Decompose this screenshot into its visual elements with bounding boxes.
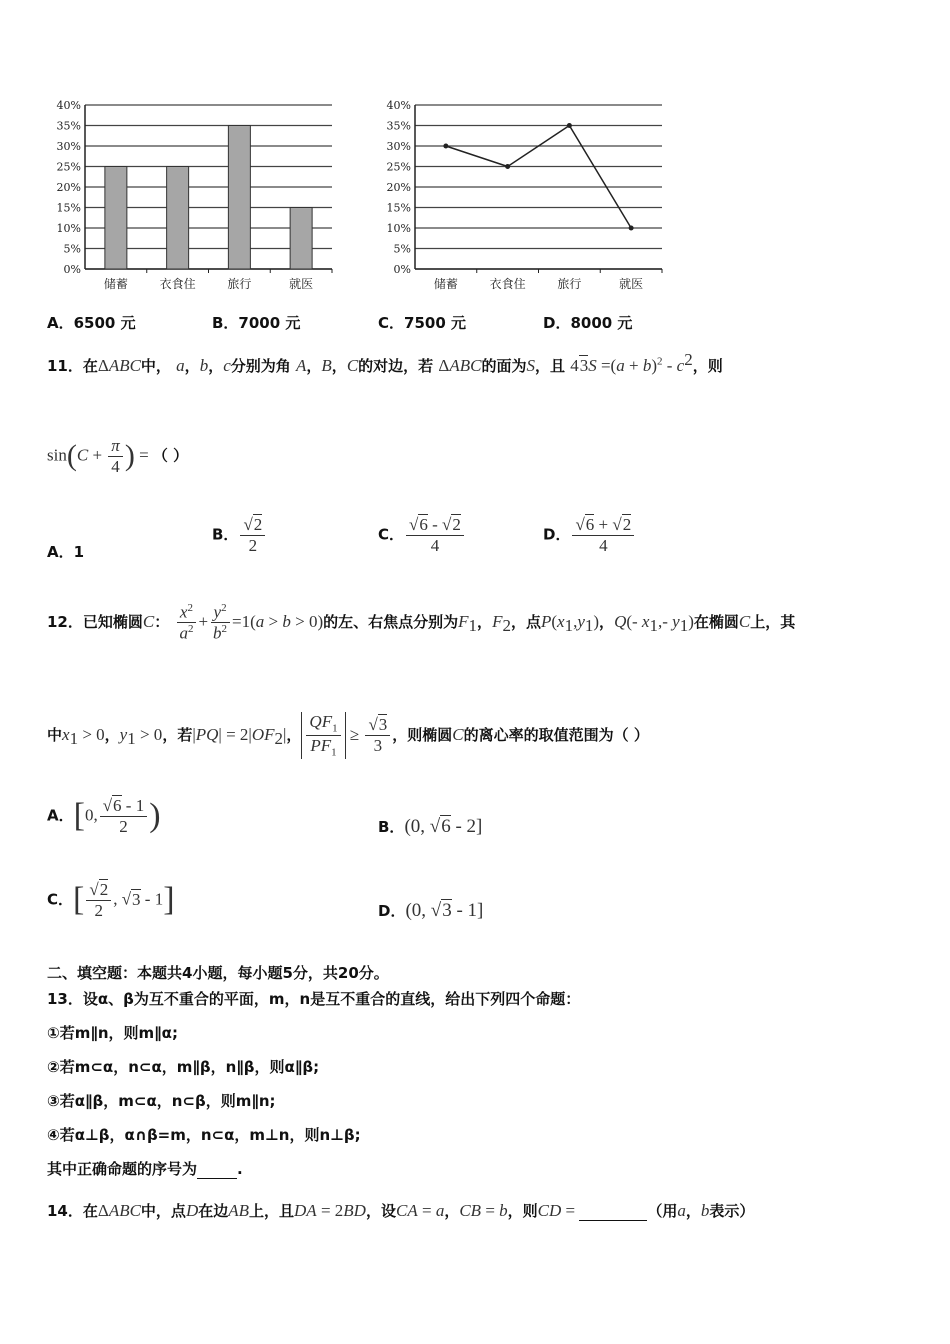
- section-heading: 二、填空题：本题共4小题，每小题5分，共20分。: [47, 964, 389, 982]
- q12-stem-line2: 中$x_1 > 0$，$y_1 > 0$，若$|PQ| = 2|OF_2|$， $\frac{QF_1}{PF_1}$ ≥ $\frac{√3}{3}$ ，则椭圆C的离心率的取值范围为（ ）: [47, 712, 649, 759]
- q11-stem-line2: sin(C + $\frac{\pi}{4}$ ) = （ ）: [47, 436, 189, 476]
- y-tick-label: 40%: [386, 99, 411, 112]
- q10-option-b: B．7000 元: [212, 314, 301, 332]
- y-tick-label: 25%: [386, 160, 411, 174]
- y-tick-label: 15%: [56, 201, 81, 215]
- q11-option-b: B． $\frac{√2}{2}$: [212, 515, 267, 555]
- y-tick-label: 0%: [393, 263, 411, 276]
- q13-proposition-1: ①若m∥n，则m∥α;: [47, 1024, 178, 1042]
- x-tick-label: 旅行: [227, 277, 252, 291]
- bar: [290, 208, 312, 270]
- q12-option-d: D．(0, √3 - 1]: [378, 900, 484, 921]
- q13-answer-blank[interactable]: [197, 1164, 237, 1179]
- y-tick-label: 20%: [56, 181, 81, 194]
- y-tick-label: 5%: [393, 242, 411, 256]
- q12-stem: 12．已知椭圆C： $\frac{x^2}{a^2}$ + $\frac{y^2}{b^2}$ =1(a > b > 0)的左、右焦点分别为$F_1$，$F_2$，点$P(x_1,y_1)$，Q(- $x_1,-$ $y_1$)在椭圆C上，其: [47, 602, 796, 643]
- q13-proposition-3: ③若α∥β，m⊂α，n⊂β，则m∥n;: [47, 1092, 276, 1110]
- data-point: [567, 123, 572, 128]
- q14-answer-blank[interactable]: [579, 1204, 647, 1221]
- q11-stem: 11．在ΔABC中， a，b，c分别为角 A，B，C的对边，若 ΔABC的面为S，且 $43S =(a + b)^2 - c^2$，则: [47, 350, 723, 375]
- q11-option-d: D． $\frac{√6 + √2}{4}$: [543, 515, 636, 555]
- q10-option-a: A．6500 元: [47, 314, 136, 332]
- q12-option-c: C．[ $\frac{√2}{2}$ , √3 - 1]: [47, 880, 175, 920]
- q11-option-c: C． $\frac{√6 - √2}{4}$: [378, 515, 466, 555]
- data-point: [505, 164, 510, 169]
- q11-option-a: A．1: [47, 543, 85, 561]
- y-tick-label: 20%: [386, 181, 411, 194]
- y-tick-label: 30%: [56, 140, 81, 153]
- x-tick-label: 就医: [619, 277, 644, 291]
- y-tick-label: 10%: [56, 222, 81, 235]
- x-tick-label: 就医: [289, 277, 314, 291]
- y-tick-label: 5%: [63, 242, 81, 256]
- y-tick-label: 10%: [386, 222, 411, 235]
- x-tick-label: 储蓄: [103, 277, 128, 291]
- bar: [228, 126, 250, 270]
- y-tick-label: 25%: [56, 160, 81, 174]
- q13-stem: 13．设α、β为互不重合的平面，m，n是互不重合的直线，给出下列四个命题：: [47, 990, 581, 1008]
- bar-chart: [40, 95, 350, 300]
- y-tick-label: 35%: [386, 119, 411, 133]
- q12-option-b: B．(0, √6 - 2]: [378, 816, 483, 837]
- x-tick-label: 旅行: [557, 277, 582, 291]
- y-tick-label: 15%: [386, 201, 411, 215]
- q13-ask: 其中正确命题的序号为 .: [47, 1160, 243, 1178]
- data-point: [629, 226, 634, 231]
- line-chart: [370, 95, 680, 300]
- q13-proposition-2: ②若m⊂α，n⊂α，m∥β，n∥β，则α∥β;: [47, 1058, 320, 1076]
- y-tick-label: 35%: [56, 119, 81, 133]
- series-line: [446, 126, 631, 229]
- x-tick-label: 衣食住: [489, 277, 526, 291]
- x-tick-label: 储蓄: [433, 277, 458, 291]
- q10-option-c: C．7500 元: [378, 314, 466, 332]
- bar: [167, 167, 189, 270]
- q13-proposition-4: ④若α⊥β，α∩β=m，n⊂α，m⊥n，则n⊥β;: [47, 1126, 361, 1144]
- data-point: [443, 144, 448, 149]
- bar: [105, 167, 127, 270]
- y-tick-label: 30%: [386, 140, 411, 153]
- q14-stem: 14．在ΔABC中，点D在边AB上，且DA = 2BD，设CA = a，CB = b，则CD = （用a，b表示）: [47, 1201, 755, 1220]
- q12-option-a: A．[0, $\frac{√6 - 1}{2}$ ): [47, 796, 161, 836]
- y-tick-label: 0%: [63, 263, 81, 276]
- q10-option-d: D．8000 元: [543, 314, 633, 332]
- x-tick-label: 衣食住: [159, 277, 196, 291]
- y-tick-label: 40%: [56, 99, 81, 112]
